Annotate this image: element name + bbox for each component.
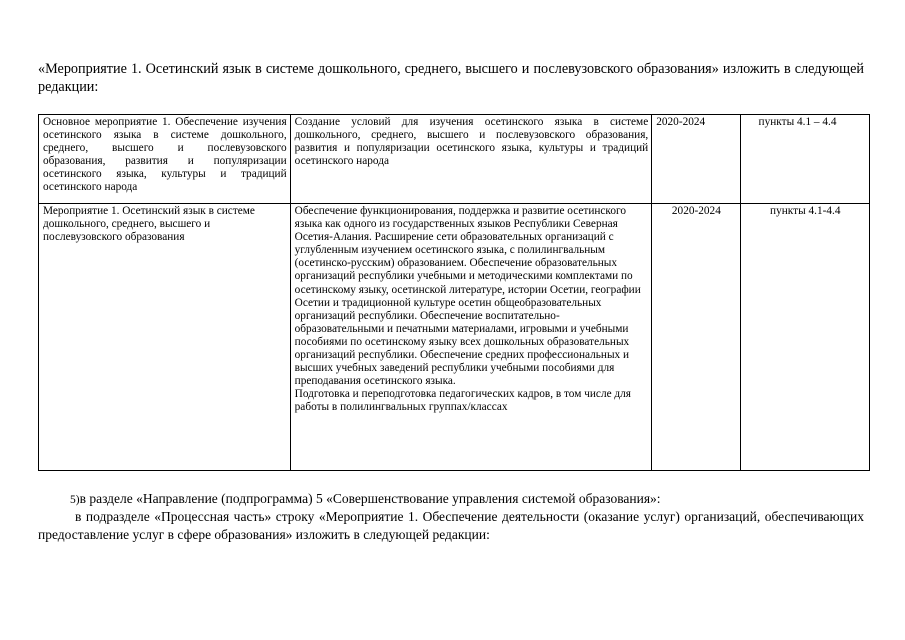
row-description: Обеспечение функционирования, поддержка и развитие осетинского языка как одного из государственных языков Республики Северная Осетия-Алания. Расширение сети образовательных организаций с углубленным изучением осетинского языка, с полилингвальным (осетинско-русским) образованием. Обеспечение образовательных организаций республики учебными и методическими комплектами по осетинскому языку, осетинской литературе, истории Осетии, географии Осетии и традиционной культуре осетин общеобразовательных организаций республики. Обеспечение воспитательно-образовательными и печатными материалами, игровыми и учебными пособиями по осетинскому языку всех дошкольных образовательных организаций республики. Обеспечение средних профессиональных и высших учебных заведений республики учебными пособиями для преподавания осетинского языка. xyxy=(294,205,641,388)
row-description: Создание условий для изучения осетинского языка в системе дошкольного, среднего, высшего и послевузовского образования, развития и популяризации осетинского языка, культуры и традиций осетинского народа xyxy=(294,116,649,168)
row-description-cell xyxy=(290,204,652,471)
row-period: 2020-2024 xyxy=(671,205,721,217)
row-items-cell xyxy=(740,115,869,204)
row-items: пункты 4.1 – 4.4 xyxy=(758,116,837,128)
row-period: 2020-2024 xyxy=(656,116,706,128)
row-name-cell xyxy=(39,115,291,204)
table-row xyxy=(39,115,870,204)
process-paragraph: в подразделе «Процессная часть» строку «Мероприятие 1. Обеспечение деятельности (оказание услуг) организаций, обеспечивающих предоставление услуг в сфере образования» изложить в следующей редакции: xyxy=(38,509,864,542)
section5-paragraph xyxy=(38,490,864,509)
row-description-cell xyxy=(290,115,652,204)
row-period-cell xyxy=(652,204,740,471)
section5-text: в разделе «Направление (подпрограмма) 5 «Совершенствование управления системой образования»: xyxy=(79,491,661,506)
row-items-cell xyxy=(740,204,869,471)
section5-number: 5) xyxy=(70,494,80,506)
row-description-extra: Подготовка и переподготовка педагогических кадров, в том числе для работы в полилингвальных группах/классах xyxy=(294,388,632,414)
row-name-cell xyxy=(39,204,291,471)
row-name: Мероприятие 1. Осетинский язык в системе дошкольного, среднего, высшего и послевузовского образования xyxy=(43,205,255,244)
table-row xyxy=(39,204,870,471)
program-table xyxy=(38,114,870,471)
row-items: пункты 4.1-4.4 xyxy=(770,205,841,217)
intro-paragraph: «Мероприятие 1. Осетинский язык в системе дошкольного, среднего, высшего и послевузовского образования» изложить в следующей редакции: xyxy=(38,61,864,95)
row-period-cell xyxy=(652,115,740,204)
row-name: Основное мероприятие 1. Обеспечение изучения осетинского языка в системе дошкольного, среднего, высшего и послевузовского образования, развития и популяризации осетинского языка, культуры и традиций осетинского народа xyxy=(43,116,287,194)
